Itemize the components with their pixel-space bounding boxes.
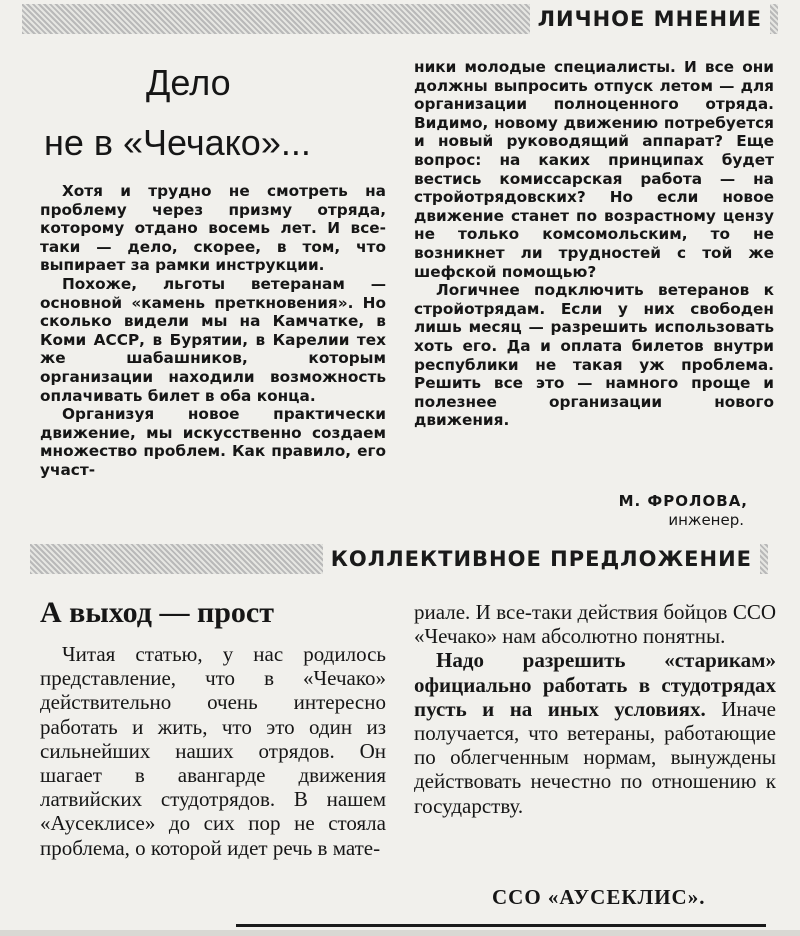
bottom-rule xyxy=(236,924,766,927)
article1-paragraph: Похоже, льготы ветеранам — основной «камень преткновения». Но сколько видели мы на Камчатке, в Коми АССР, в Бурятии, в Карелии тех же шабашников, которым организации находили возможность оплачивать билет в оба конца. xyxy=(40,274,386,405)
collective-signature: ССО «АУСЕКЛИС». xyxy=(492,885,706,909)
article2-paragraph: Читая статью, у нас родилось представление, что в «Чечако» действительно очень интересно работать и жить, что это один из сильнейших наших отрядов. Он шагает в авангарде движения латвийских студотрядов. В нашем «Аусеклисе» до сих пор не стояла проблема, о которой идет речь в мате- xyxy=(40,642,386,860)
author-role: инженер. xyxy=(668,511,744,529)
author-name: М. ФРОЛОВА, xyxy=(618,492,748,510)
article2-paragraph: риале. И все-таки действия бойцов ССО «Чечако» нам абсолютно понятны. xyxy=(414,600,776,649)
article2-title: А выход — прост xyxy=(40,596,274,629)
article1-column1 xyxy=(40,182,386,480)
article-title-line1: Дело xyxy=(146,62,231,103)
article1-paragraph: Логичнее подключить ветеранов к стройотрядам. Если у них свободен лишь месяц — разрешить использовать хоть его. Да и оплата билетов внутри республики не такая уж проблема. Решить все это — намного проще и полезнее организации нового движения. xyxy=(414,281,774,430)
article2-paragraph-emphasis xyxy=(414,648,776,817)
article1-paragraph: ники молодые специалисты. И все они должны выпросить отпуск летом — для организации полноценного отряда. Видимо, новому движению потребуется и новый руководящий аппарат? Еще вопрос: на каких принципах будет вестись комиссарская работа — на стройотрядовских? Но если новое движение станет по возрастному цензу не только комсомольским, то не возникнет ли трудностей с той же шефской помощью? xyxy=(414,58,774,281)
rubric-collective-proposal: КОЛЛЕКТИВНОЕ ПРЕДЛОЖЕНИЕ xyxy=(323,544,760,574)
article1-paragraph: Организуя новое практически движение, мы искусственно создаем множество проблем. Как правило, его участ- xyxy=(40,405,386,479)
rubric-personal-opinion: ЛИЧНОЕ МНЕНИЕ xyxy=(530,4,770,34)
article1-column2 xyxy=(414,58,774,430)
rubric-banner-top xyxy=(22,4,778,34)
article2-bold-text: Надо разрешить «старикам» официально работать в студотрядах пусть и на иных условиях. xyxy=(414,648,776,721)
article2-text: Иначе получается, что ветераны, работающие по облегченным нормам, вынуждены действовать нечестно по отношению к государству. xyxy=(414,696,776,818)
rubric-banner-bottom xyxy=(30,544,768,574)
page-edge xyxy=(0,930,800,936)
article1-paragraph: Хотя и трудно не смотреть на проблему через призму отряда, которому отдано восемь лет. И все-таки — дело, скорее, в том, что выпирает за рамки инструкции. xyxy=(40,182,386,275)
article2-column1 xyxy=(40,642,386,860)
article2-column2 xyxy=(414,600,776,818)
article-title-line2: не в «Чечако»... xyxy=(44,122,311,163)
